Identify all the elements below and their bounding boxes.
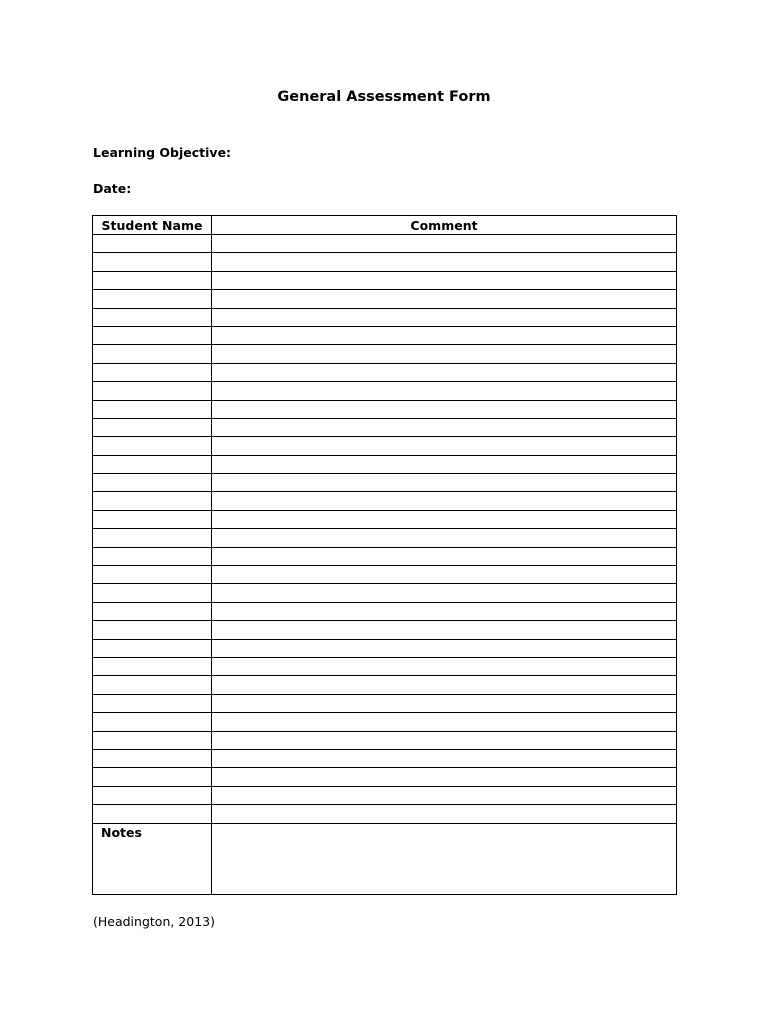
comment-cell[interactable] [212, 566, 677, 584]
table-row [93, 363, 677, 381]
table-row [93, 253, 677, 271]
table-row [93, 694, 677, 712]
table-row [93, 657, 677, 675]
student-name-cell[interactable] [93, 639, 212, 657]
date-label: Date: [93, 181, 132, 196]
comment-cell[interactable] [212, 694, 677, 712]
student-name-cell[interactable] [93, 731, 212, 749]
table-row [93, 455, 677, 473]
comment-cell[interactable] [212, 768, 677, 786]
table-row [93, 713, 677, 731]
student-name-cell[interactable] [93, 749, 212, 767]
table-row [93, 639, 677, 657]
table-row [93, 308, 677, 326]
student-name-cell[interactable] [93, 657, 212, 675]
comment-cell[interactable] [212, 749, 677, 767]
student-name-cell[interactable] [93, 235, 212, 253]
student-name-cell[interactable] [93, 529, 212, 547]
comment-cell[interactable] [212, 621, 677, 639]
student-name-cell[interactable] [93, 805, 212, 823]
table-row [93, 474, 677, 492]
comment-cell[interactable] [212, 345, 677, 363]
comment-cell[interactable] [212, 253, 677, 271]
student-name-cell[interactable] [93, 253, 212, 271]
table-row [93, 382, 677, 400]
student-name-cell[interactable] [93, 382, 212, 400]
student-name-cell[interactable] [93, 400, 212, 418]
comment-cell[interactable] [212, 418, 677, 436]
comment-cell[interactable] [212, 326, 677, 344]
table-row [93, 290, 677, 308]
student-name-cell[interactable] [93, 676, 212, 694]
table-row [93, 602, 677, 620]
student-name-cell[interactable] [93, 584, 212, 602]
table-row [93, 345, 677, 363]
notes-label-cell [93, 823, 212, 894]
comment-cell[interactable] [212, 474, 677, 492]
student-name-cell[interactable] [93, 602, 212, 620]
table-row [93, 768, 677, 786]
comment-cell[interactable] [212, 657, 677, 675]
table-row [93, 731, 677, 749]
comment-cell[interactable] [212, 786, 677, 804]
table-row [93, 510, 677, 528]
table-row [93, 418, 677, 436]
citation: (Headington, 2013) [93, 914, 215, 929]
form-title: General Assessment Form [277, 89, 491, 105]
comment-cell[interactable] [212, 492, 677, 510]
table-row [93, 547, 677, 565]
comment-cell[interactable] [212, 363, 677, 381]
comment-cell[interactable] [212, 271, 677, 289]
comment-cell[interactable] [212, 510, 677, 528]
table-header-row [93, 216, 677, 235]
student-name-cell[interactable] [93, 290, 212, 308]
table-row [93, 271, 677, 289]
comment-cell[interactable] [212, 437, 677, 455]
student-name-cell[interactable] [93, 786, 212, 804]
student-name-cell[interactable] [93, 345, 212, 363]
student-name-cell[interactable] [93, 308, 212, 326]
comment-cell[interactable] [212, 290, 677, 308]
comment-cell[interactable] [212, 731, 677, 749]
student-name-cell[interactable] [93, 694, 212, 712]
student-name-cell[interactable] [93, 621, 212, 639]
student-name-cell[interactable] [93, 492, 212, 510]
table-row [93, 749, 677, 767]
student-name-cell[interactable] [93, 271, 212, 289]
assessment-table [92, 215, 677, 895]
student-name-cell[interactable] [93, 713, 212, 731]
comment-header: Comment [212, 216, 677, 235]
comment-cell[interactable] [212, 529, 677, 547]
table-row [93, 529, 677, 547]
comment-cell[interactable] [212, 676, 677, 694]
student-name-cell[interactable] [93, 566, 212, 584]
student-name-cell[interactable] [93, 547, 212, 565]
table-row [93, 786, 677, 804]
student-name-cell[interactable] [93, 437, 212, 455]
student-name-cell[interactable] [93, 418, 212, 436]
notes-cell[interactable] [212, 823, 677, 894]
comment-cell[interactable] [212, 602, 677, 620]
comment-cell[interactable] [212, 400, 677, 418]
comment-cell[interactable] [212, 584, 677, 602]
table-row [93, 326, 677, 344]
student-name-cell[interactable] [93, 474, 212, 492]
table-row [93, 676, 677, 694]
comment-cell[interactable] [212, 713, 677, 731]
student-name-cell[interactable] [93, 326, 212, 344]
comment-cell[interactable] [212, 639, 677, 657]
comment-cell[interactable] [212, 805, 677, 823]
comment-cell[interactable] [212, 455, 677, 473]
table-row [93, 235, 677, 253]
learning-objective-label: Learning Objective: [93, 145, 232, 160]
student-name-cell[interactable] [93, 768, 212, 786]
comment-cell[interactable] [212, 547, 677, 565]
table-row [93, 492, 677, 510]
student-name-header: Student Name [93, 216, 212, 235]
student-name-cell[interactable] [93, 363, 212, 381]
table-row [93, 566, 677, 584]
table-body [93, 235, 677, 895]
table-row [93, 400, 677, 418]
table-row [93, 584, 677, 602]
notes-label: Notes [101, 824, 142, 840]
table-row [93, 437, 677, 455]
comment-cell[interactable] [212, 235, 677, 253]
comment-cell[interactable] [212, 382, 677, 400]
table-row [93, 805, 677, 823]
comment-cell[interactable] [212, 308, 677, 326]
notes-row [93, 823, 677, 894]
student-name-cell[interactable] [93, 510, 212, 528]
student-name-cell[interactable] [93, 455, 212, 473]
table-row [93, 621, 677, 639]
